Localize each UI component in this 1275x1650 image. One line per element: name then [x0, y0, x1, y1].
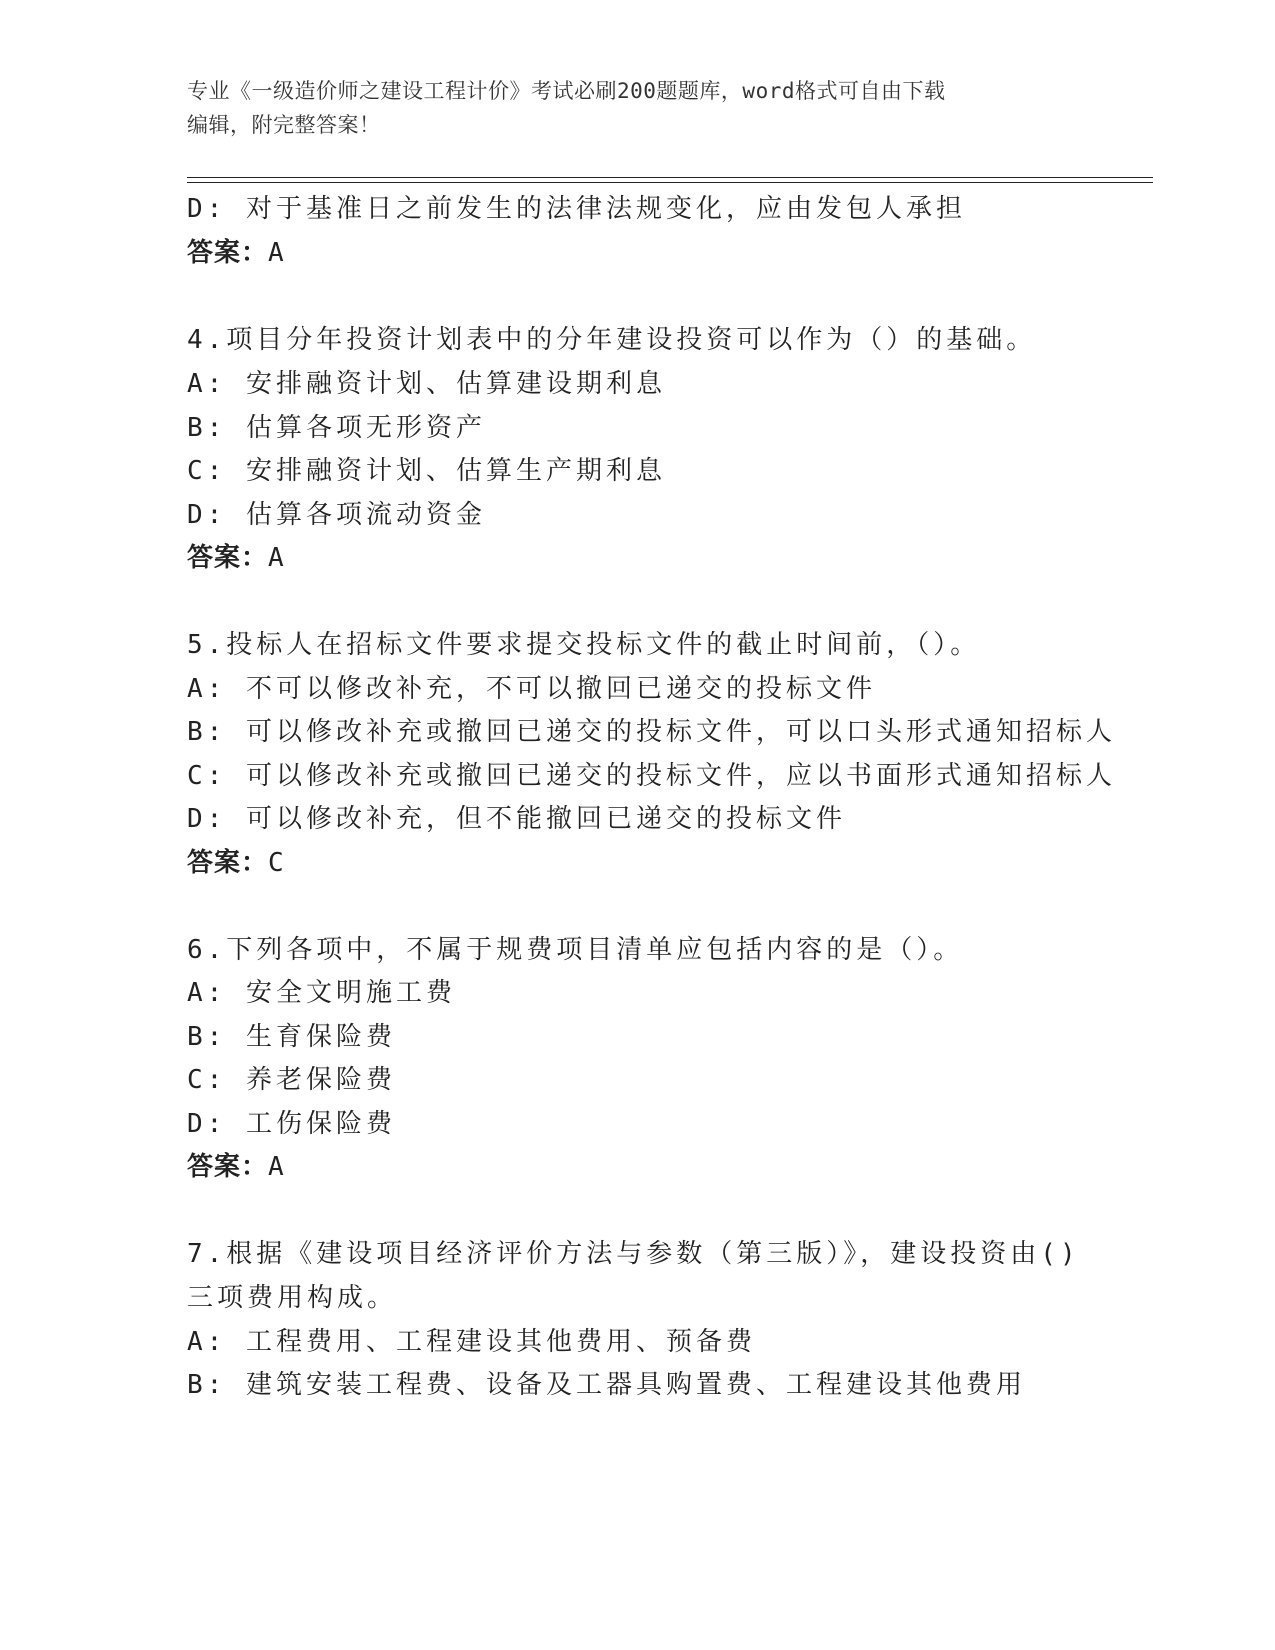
question-4-option-c: C: 安排融资计划、估算生产期利息 [187, 456, 666, 486]
question-4-option-b: B: 估算各项无形资产 [187, 413, 486, 443]
question-4-option-a: A: 安排融资计划、估算建设期利息 [187, 369, 666, 399]
answer-value: A [268, 1152, 285, 1182]
header-divider-bottom [187, 182, 1153, 183]
answer-label: 答案： [187, 543, 269, 573]
page-header [187, 74, 1087, 142]
question-5-option-a: A: 不可以修改补充，不可以撤回已递交的投标文件 [187, 674, 876, 704]
question-7-option-b: B: 建筑安装工程费、设备及工器具购置费、工程建设其他费用 [187, 1370, 1026, 1400]
question-6-option-a: A: 安全文明施工费 [187, 978, 456, 1008]
answer-value: A [268, 543, 285, 573]
question-7-stem-line-2: 三项费用构成。 [187, 1283, 398, 1313]
question-5-stem: 5.投标人在招标文件要求提交投标文件的截止时间前，（）。 [187, 630, 981, 660]
answer-label: 答案： [187, 1152, 269, 1182]
question-5-option-c: C: 可以修改补充或撤回已递交的投标文件，应以书面形式通知招标人 [187, 761, 1116, 791]
header-line-1: 专业《一级造价师之建设工程计价》考试必刷200题题库，word格式可自由下载 [187, 79, 946, 103]
answer-line [187, 232, 285, 269]
question-4-stem: 4.项目分年投资计划表中的分年建设投资可以作为（）的基础。 [187, 325, 1037, 355]
question-5-option-d: D: 可以修改补充，但不能撤回已递交的投标文件 [187, 804, 846, 834]
answer-value: C [268, 848, 285, 878]
question-7-stem-line-1: 7.根据《建设项目经济评价方法与参数（第三版）》，建设投资由() [187, 1239, 1080, 1269]
question-5-answer [187, 842, 285, 879]
question-6-option-d: D: 工伤保险费 [187, 1109, 396, 1139]
answer-value: A [268, 238, 285, 268]
question-6-stem: 6.下列各项中，不属于规费项目清单应包括内容的是（）。 [187, 935, 964, 965]
question-6-option-b: B: 生育保险费 [187, 1022, 396, 1052]
option-d: D: 对于基准日之前发生的法律法规变化，应由发包人承担 [187, 194, 966, 224]
question-5-option-b: B: 可以修改补充或撤回已递交的投标文件，可以口头形式通知招标人 [187, 717, 1116, 747]
header-divider-top [187, 177, 1153, 178]
header-line-2: 编辑，附完整答案！ [187, 113, 381, 137]
question-4-option-d: D: 估算各项流动资金 [187, 500, 486, 530]
answer-label: 答案： [187, 848, 269, 878]
question-7-option-a: A: 工程费用、工程建设其他费用、预备费 [187, 1327, 756, 1357]
question-6-option-c: C: 养老保险费 [187, 1065, 396, 1095]
answer-label: 答案： [187, 238, 269, 268]
question-4-answer [187, 537, 285, 574]
question-6-answer [187, 1146, 285, 1183]
